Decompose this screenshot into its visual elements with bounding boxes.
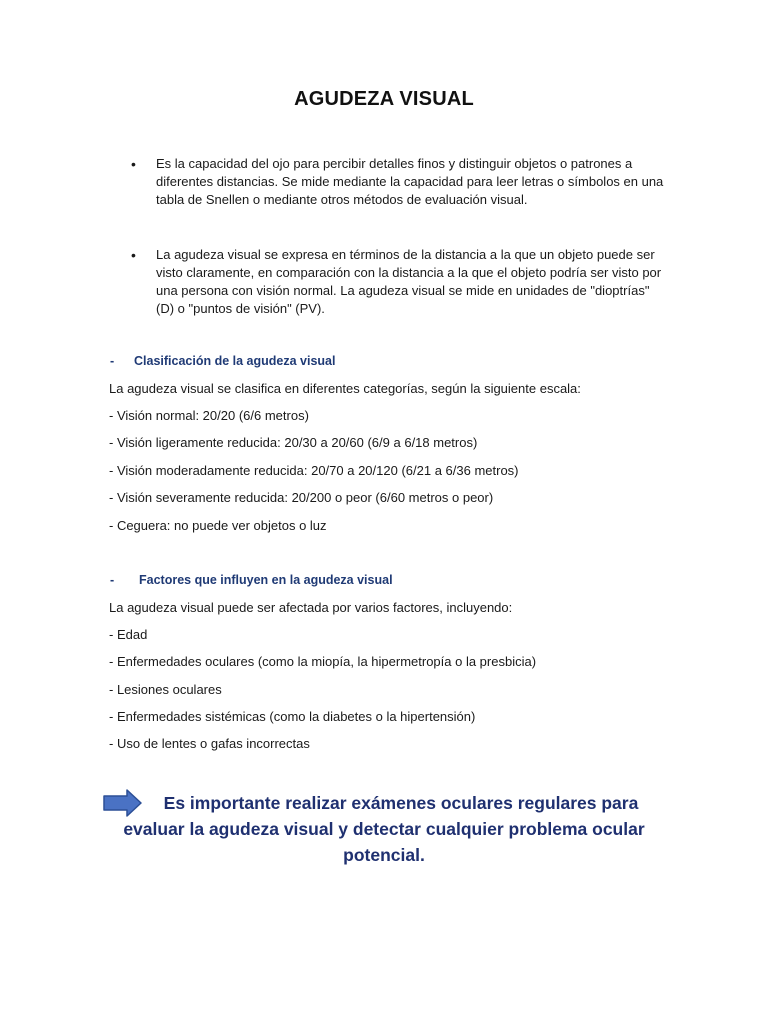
section-dash: - [110,573,115,587]
list-item: - Edad [109,627,148,642]
paragraph-intro: La agudeza visual se clasifica en diferentes categorías, según la siguiente escala: [109,381,581,396]
list-item: - Lesiones oculares [109,682,222,697]
section-heading-factores [110,573,393,587]
list-item: - Visión ligeramente reducida: 20/30 a 20/60 (6/9 a 6/18 metros) [109,435,478,450]
section-dash: - [110,354,115,368]
paragraph-intro: La agudeza visual puede ser afectada por varios factores, incluyendo: [109,600,513,615]
conclusion-text-content: Es importante realizar exámenes oculares regulares para evaluar la agudeza visual y detectar cualquier problema ocular potencial. [123,793,645,865]
conclusion-text [104,790,664,868]
list-item: - Enfermedades oculares (como la miopía, la hipermetropía o la presbicia) [109,654,537,669]
section-heading-text: Factores que influyen en la agudeza visual [139,573,393,587]
list-item: - Visión moderadamente reducida: 20/70 a 20/120 (6/21 a 6/36 metros) [109,463,519,478]
list-item: - Ceguera: no puede ver objetos o luz [109,518,327,533]
bullet-dot: • [131,247,136,263]
bullet-text: La agudeza visual se expresa en términos de la distancia a la que un objeto puede ser visto claramente, en comparación con la distancia a la que el objeto podría ser visto por una persona con visión normal. La agudeza visual se mide en unidades de "dioptrías" (D) o "puntos de visión" (PV). [156,247,662,316]
section-heading-clasificacion [110,354,335,368]
list-item: - Enfermedades sistémicas (como la diabetes o la hipertensión) [109,709,476,724]
bullet-item [131,246,666,318]
section-heading-text: Clasificación de la agudeza visual [134,354,336,368]
list-item: - Uso de lentes o gafas incorrectas [109,736,310,751]
list-item: - Visión normal: 20/20 (6/6 metros) [109,408,309,423]
bullet-text: Es la capacidad del ojo para percibir detalles finos y distinguir objetos o patrones a diferentes distancias. Se mide mediante la capacidad para leer letras o símbolos en una tabla de Snellen o mediante otros métodos de evaluación visual. [156,156,664,207]
bullet-item [131,155,666,209]
list-item: - Visión severamente reducida: 20/200 o peor (6/60 metros o peor) [109,490,494,505]
bullet-dot: • [131,156,136,172]
page-title: AGUDEZA VISUAL [294,88,474,110]
